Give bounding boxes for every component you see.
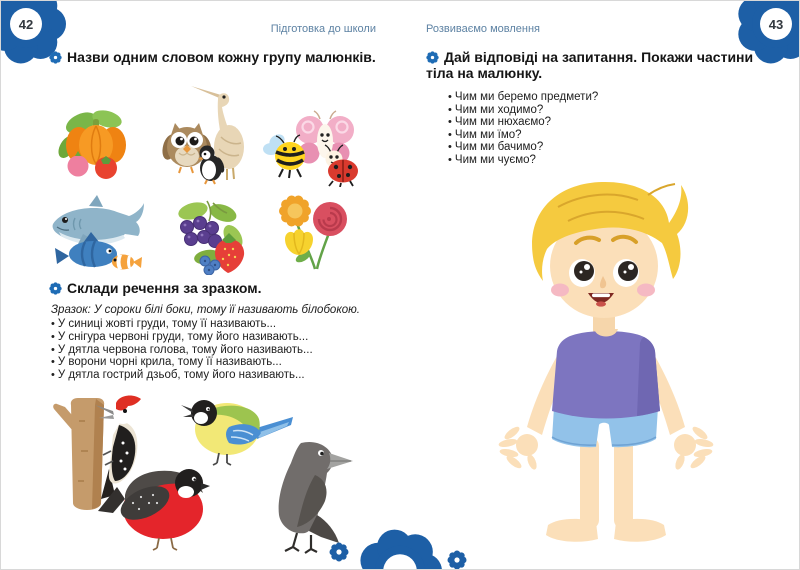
berries-group-image xyxy=(167,197,253,275)
task-label: Дай відповіді на запитання. Покажи частини тіла на малюнку. xyxy=(426,49,754,81)
task-example: Зразок: У сороки білі боки, тому її називають білобокою. xyxy=(51,304,360,316)
task-label: Склади речення за зразком. xyxy=(67,280,262,296)
task-gear-icon xyxy=(49,51,62,64)
small-flower-ornament-icon xyxy=(329,542,349,562)
vegetables-group-image xyxy=(51,107,139,181)
question-item: • Чим ми беремо предмети? xyxy=(448,91,748,104)
question-item: • Чим ми бачимо? xyxy=(448,141,748,154)
task-label: Назви одним словом кожну групу малюнків. xyxy=(67,49,376,65)
sentence-item: • У дятла червона голова, тому його називають... xyxy=(51,344,391,357)
question-list xyxy=(448,91,748,167)
question-item: • Чим ми чуємо? xyxy=(448,154,748,167)
question-item: • Чим ми ходимо? xyxy=(448,104,748,117)
task-heading-name-groups xyxy=(49,49,389,65)
boy-body-parts-image xyxy=(496,173,776,568)
task-gear-icon xyxy=(426,51,439,64)
question-item: • Чим ми їмо? xyxy=(448,129,748,142)
sentence-item: • У дятла гострий дзьоб, тому його називають... xyxy=(51,369,391,382)
page-number-right: 43 xyxy=(768,16,784,32)
flowers-group-image xyxy=(273,193,353,273)
fish-group-image xyxy=(45,194,147,274)
task-heading-make-sentences xyxy=(49,280,389,296)
task-gear-icon xyxy=(49,282,62,295)
task-heading-body-parts xyxy=(426,49,764,81)
forest-birds-image xyxy=(21,391,356,559)
page-number-left: 42 xyxy=(18,16,34,32)
birds-group-image xyxy=(161,85,253,185)
left-hand xyxy=(498,425,539,471)
running-head-right: Розвиваємо мовлення xyxy=(426,23,540,35)
sentence-item: • У снігура червоні груди, тому його називають... xyxy=(51,331,391,344)
question-item: • Чим ми нюхаємо? xyxy=(448,116,748,129)
insects-group-image xyxy=(263,109,359,187)
large-flower-ornament-icon xyxy=(358,529,442,570)
running-head-left: Підготовка до школи xyxy=(270,23,376,35)
sentence-item: • У синиці жовті груди, тому її називають... xyxy=(51,318,391,331)
sentence-item: • У ворони чорні крила, тому її називають... xyxy=(51,356,391,369)
right-hand xyxy=(673,425,714,471)
sentence-list xyxy=(51,318,391,382)
small-flower-ornament-icon xyxy=(447,550,467,570)
